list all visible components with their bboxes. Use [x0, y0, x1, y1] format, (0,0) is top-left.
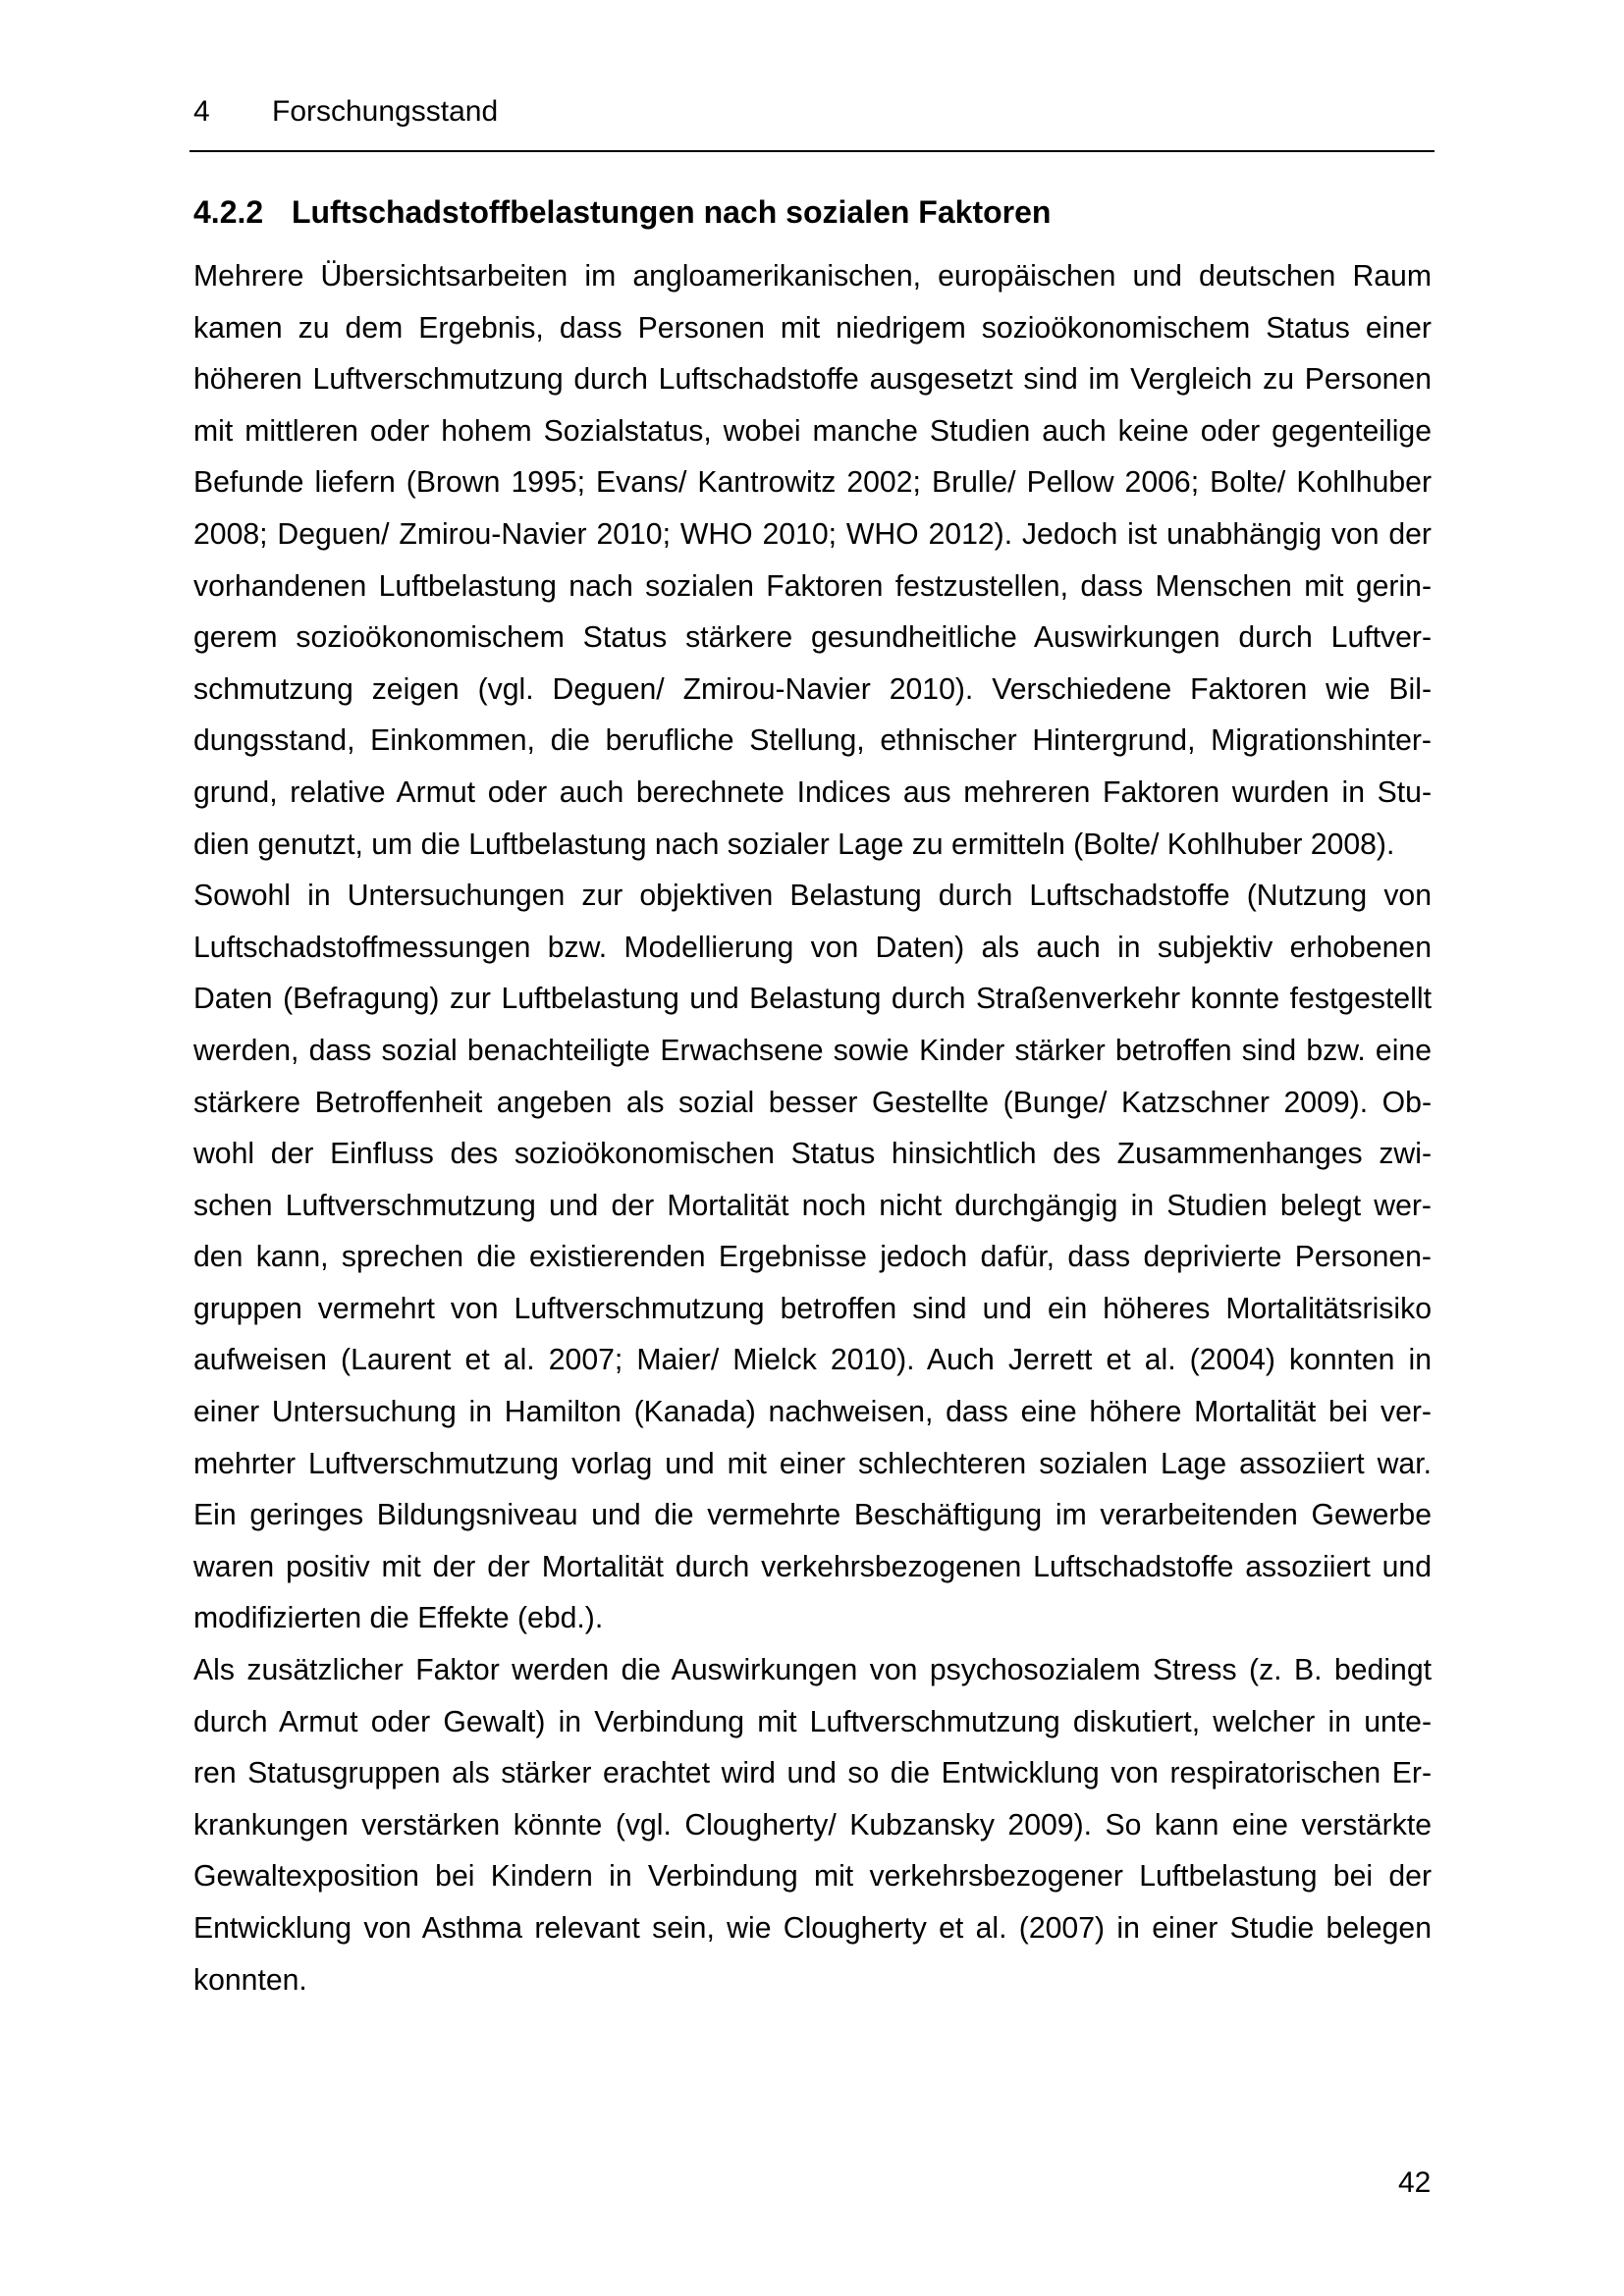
paragraph-2	[193, 871, 1432, 1645]
text-line: waren positiv mit der der Mortalität durch verkehrsbezogenen Luftschadstoffe assoziiert und	[193, 1550, 1432, 1583]
text-line: durch Armut oder Gewalt) in Verbindung mit Luftverschmutzung diskutiert, welcher in unte-	[193, 1705, 1432, 1738]
chapter-title: Forschungsstand	[272, 95, 499, 128]
header-rule	[189, 150, 1435, 152]
text-line: Als zusätzlicher Faktor werden die Auswirkungen von psychosozialem Stress (z. B. bedingt	[193, 1654, 1432, 1687]
text-line: konnten.	[193, 1963, 307, 1997]
text-line: Sowohl in Untersuchungen zur objektiven Belastung durch Luftschadstoffe (Nutzung von	[193, 880, 1432, 913]
section-heading	[193, 192, 1051, 232]
text-line: vorhandenen Luftbelastung nach sozialen Faktoren festzustellen, dass Menschen mit gerin-	[193, 569, 1432, 603]
paragraph-1	[193, 251, 1432, 871]
text-line: modifizierten die Effekte (ebd.).	[193, 1602, 604, 1635]
text-line: 2008; Deguen/ Zmirou-Navier 2010; WHO 2010; WHO 2012). Jedoch ist unabhängig von der	[193, 517, 1432, 551]
text-line: ren Statusgruppen als stärker erachtet wird und so die Entwicklung von respiratorischen Er-	[193, 1757, 1432, 1790]
text-line: dien genutzt, um die Luftbelastung nach sozialer Lage zu ermitteln (Bolte/ Kohlhuber 2008).	[193, 828, 1395, 861]
text-line: Daten (Befragung) zur Luftbelastung und Belastung durch Straßenverkehr konnte festgestellt	[193, 983, 1432, 1016]
text-line: gerem sozioökonomischem Status stärkere gesundheitliche Auswirkungen durch Luftver-	[193, 621, 1432, 655]
text-line: wohl der Einfluss des sozioökonomischen Status hinsichtlich des Zusammenhanges zwi-	[193, 1138, 1432, 1171]
text-line: Befunde liefern (Brown 1995; Evans/ Kantrowitz 2002; Brulle/ Pellow 2006; Bolte/ Kohlhuber	[193, 466, 1432, 500]
text-line: einer Untersuchung in Hamilton (Kanada) nachweisen, dass eine höhere Mortalität bei ver-	[193, 1396, 1432, 1429]
section-number: 4.2.2	[193, 194, 264, 230]
text-line: grund, relative Armut oder auch berechnete Indices aus mehreren Faktoren wurden in Stu-	[193, 775, 1432, 809]
text-line: mehrter Luftverschmutzung vorlag und mit einer schlechteren sozialen Lage assoziiert war.	[193, 1447, 1432, 1480]
text-line: werden, dass sozial benachteiligte Erwachsene sowie Kinder stärker betroffen sind bzw. eine	[193, 1034, 1432, 1067]
text-line: aufweisen (Laurent et al. 2007; Maier/ Mielck 2010). Auch Jerrett et al. (2004) konnten in	[193, 1344, 1432, 1377]
text-line: schmutzung zeigen (vgl. Deguen/ Zmirou-Navier 2010). Verschiedene Faktoren wie Bil-	[193, 672, 1432, 706]
text-line: schen Luftverschmutzung und der Mortalität noch nicht durchgängig in Studien belegt wer-	[193, 1189, 1432, 1222]
text-line: den kann, sprechen die existierenden Ergebnisse jedoch dafür, dass deprivierte Personen-	[193, 1241, 1432, 1274]
running-head	[193, 94, 498, 130]
text-line: Entwicklung von Asthma relevant sein, wie Clougherty et al. (2007) in einer Studie belegen	[193, 1912, 1432, 1945]
text-line: Mehrere Übersichtsarbeiten im angloamerikanischen, europäischen und deutschen Raum	[193, 260, 1432, 293]
text-line: höheren Luftverschmutzung durch Luftschadstoffe ausgesetzt sind im Vergleich zu Personen	[193, 363, 1432, 397]
chapter-number: 4	[193, 95, 210, 128]
paragraph-3	[193, 1645, 1432, 2006]
text-line: dungsstand, Einkommen, die berufliche Stellung, ethnischer Hintergrund, Migrationshinter-	[193, 724, 1432, 758]
text-line: kamen zu dem Ergebnis, dass Personen mit niedrigem sozioökonomischem Status einer	[193, 311, 1432, 345]
text-line: stärkere Betroffenheit angeben als sozial besser Gestellte (Bunge/ Katzschner 2009). Ob-	[193, 1086, 1432, 1119]
page-number: 42	[1398, 2166, 1432, 2199]
section-title: Luftschadstoffbelastungen nach sozialen Faktoren	[292, 194, 1052, 230]
text-line: krankungen verstärken könnte (vgl. Clougherty/ Kubzansky 2009). So kann eine verstärkte	[193, 1808, 1432, 1842]
text-line: gruppen vermehrt von Luftverschmutzung betroffen sind und ein höheres Mortalitätsrisiko	[193, 1292, 1432, 1325]
body-text	[193, 251, 1432, 2006]
text-line: Ein geringes Bildungsniveau und die vermehrte Beschäftigung im verarbeitenden Gewerbe	[193, 1499, 1432, 1532]
text-line: mit mittleren oder hohem Sozialstatus, wobei manche Studien auch keine oder gegenteilige	[193, 414, 1432, 448]
text-line: Gewaltexposition bei Kindern in Verbindung mit verkehrsbezogener Luftbelastung bei der	[193, 1860, 1432, 1894]
text-line: Luftschadstoffmessungen bzw. Modellierung von Daten) als auch in subjektiv erhobenen	[193, 931, 1432, 964]
